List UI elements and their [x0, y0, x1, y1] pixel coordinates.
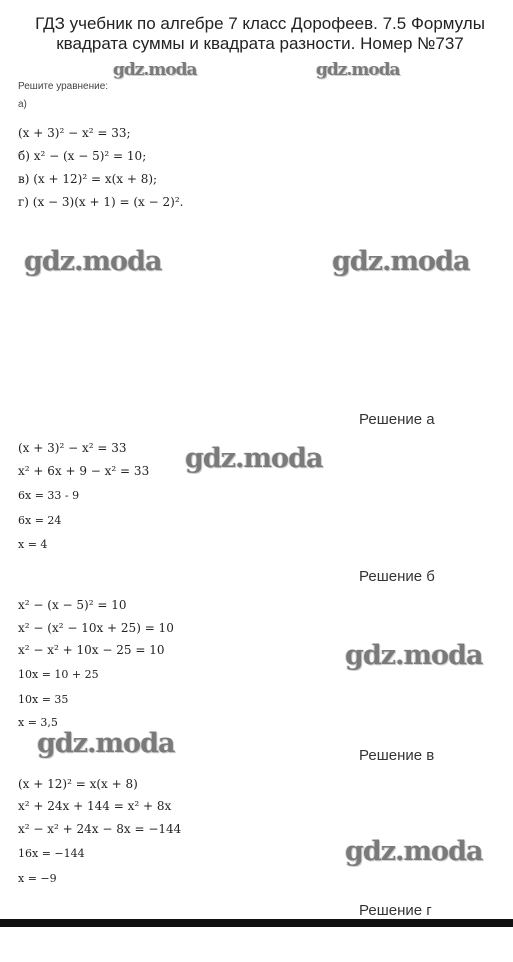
solution-line: x = 4	[18, 538, 48, 551]
watermark-logo: gdz.moda	[37, 728, 175, 759]
watermark-logo: gdz.moda	[316, 60, 400, 80]
watermark-logo: gdz.moda	[332, 246, 470, 277]
task-item: г) (x − 3)(x + 1) = (x − 2)².	[18, 195, 184, 209]
solution-line: x = 3,5	[18, 716, 58, 729]
task-prompt: Решите уравнение:	[18, 81, 109, 92]
solution-line: 10x = 35	[18, 693, 69, 706]
solution-line: x² − (x − 5)² = 10	[18, 598, 127, 612]
solution-line: x² − x² + 10x − 25 = 10	[18, 643, 165, 657]
watermark-logo: gdz.moda	[345, 640, 483, 671]
solution-line: x² + 6x + 9 − x² = 33	[18, 464, 150, 478]
solution-heading: Решение а	[359, 411, 435, 428]
task-item: (x + 3)² − x² = 33;	[18, 126, 131, 140]
solution-line: (x + 3)² − x² = 33	[18, 441, 127, 455]
page-title: ГДЗ учебник по алгебре 7 класс Дорофеев. 7.5 Формулы квадрата суммы и квадрата разности. Номер №737	[35, 14, 485, 53]
solution-heading: Решение в	[359, 747, 435, 764]
solution-line: x² − x² + 24x − 8x = −144	[18, 822, 182, 836]
solution-line: x = −9	[18, 872, 57, 885]
task-item: а)	[18, 99, 27, 110]
solution-heading: Решение б	[359, 568, 435, 585]
task-item: в) (x + 12)² = x(x + 8);	[18, 172, 158, 186]
solution-line: 16x = −144	[18, 847, 85, 860]
solution-line: x² + 24x + 144 = x² + 8x	[18, 799, 172, 813]
solution-line: (x + 12)² = x(x + 8)	[18, 777, 138, 791]
watermark-logo: gdz.moda	[345, 836, 483, 867]
solution-line: x² − (x² − 10x + 25) = 10	[18, 621, 174, 635]
watermark-logo: gdz.moda	[185, 443, 323, 474]
solution-heading: Решение г	[359, 902, 432, 919]
solution-line: 10x = 10 + 25	[18, 668, 99, 681]
page-bottom-bar	[0, 919, 513, 927]
watermark-logo: gdz.moda	[24, 246, 162, 277]
solution-line: 6x = 24	[18, 514, 62, 527]
watermark-logo: gdz.moda	[113, 60, 197, 80]
task-item: б) x² − (x − 5)² = 10;	[18, 149, 147, 163]
solution-line: 6x = 33 - 9	[18, 489, 80, 502]
